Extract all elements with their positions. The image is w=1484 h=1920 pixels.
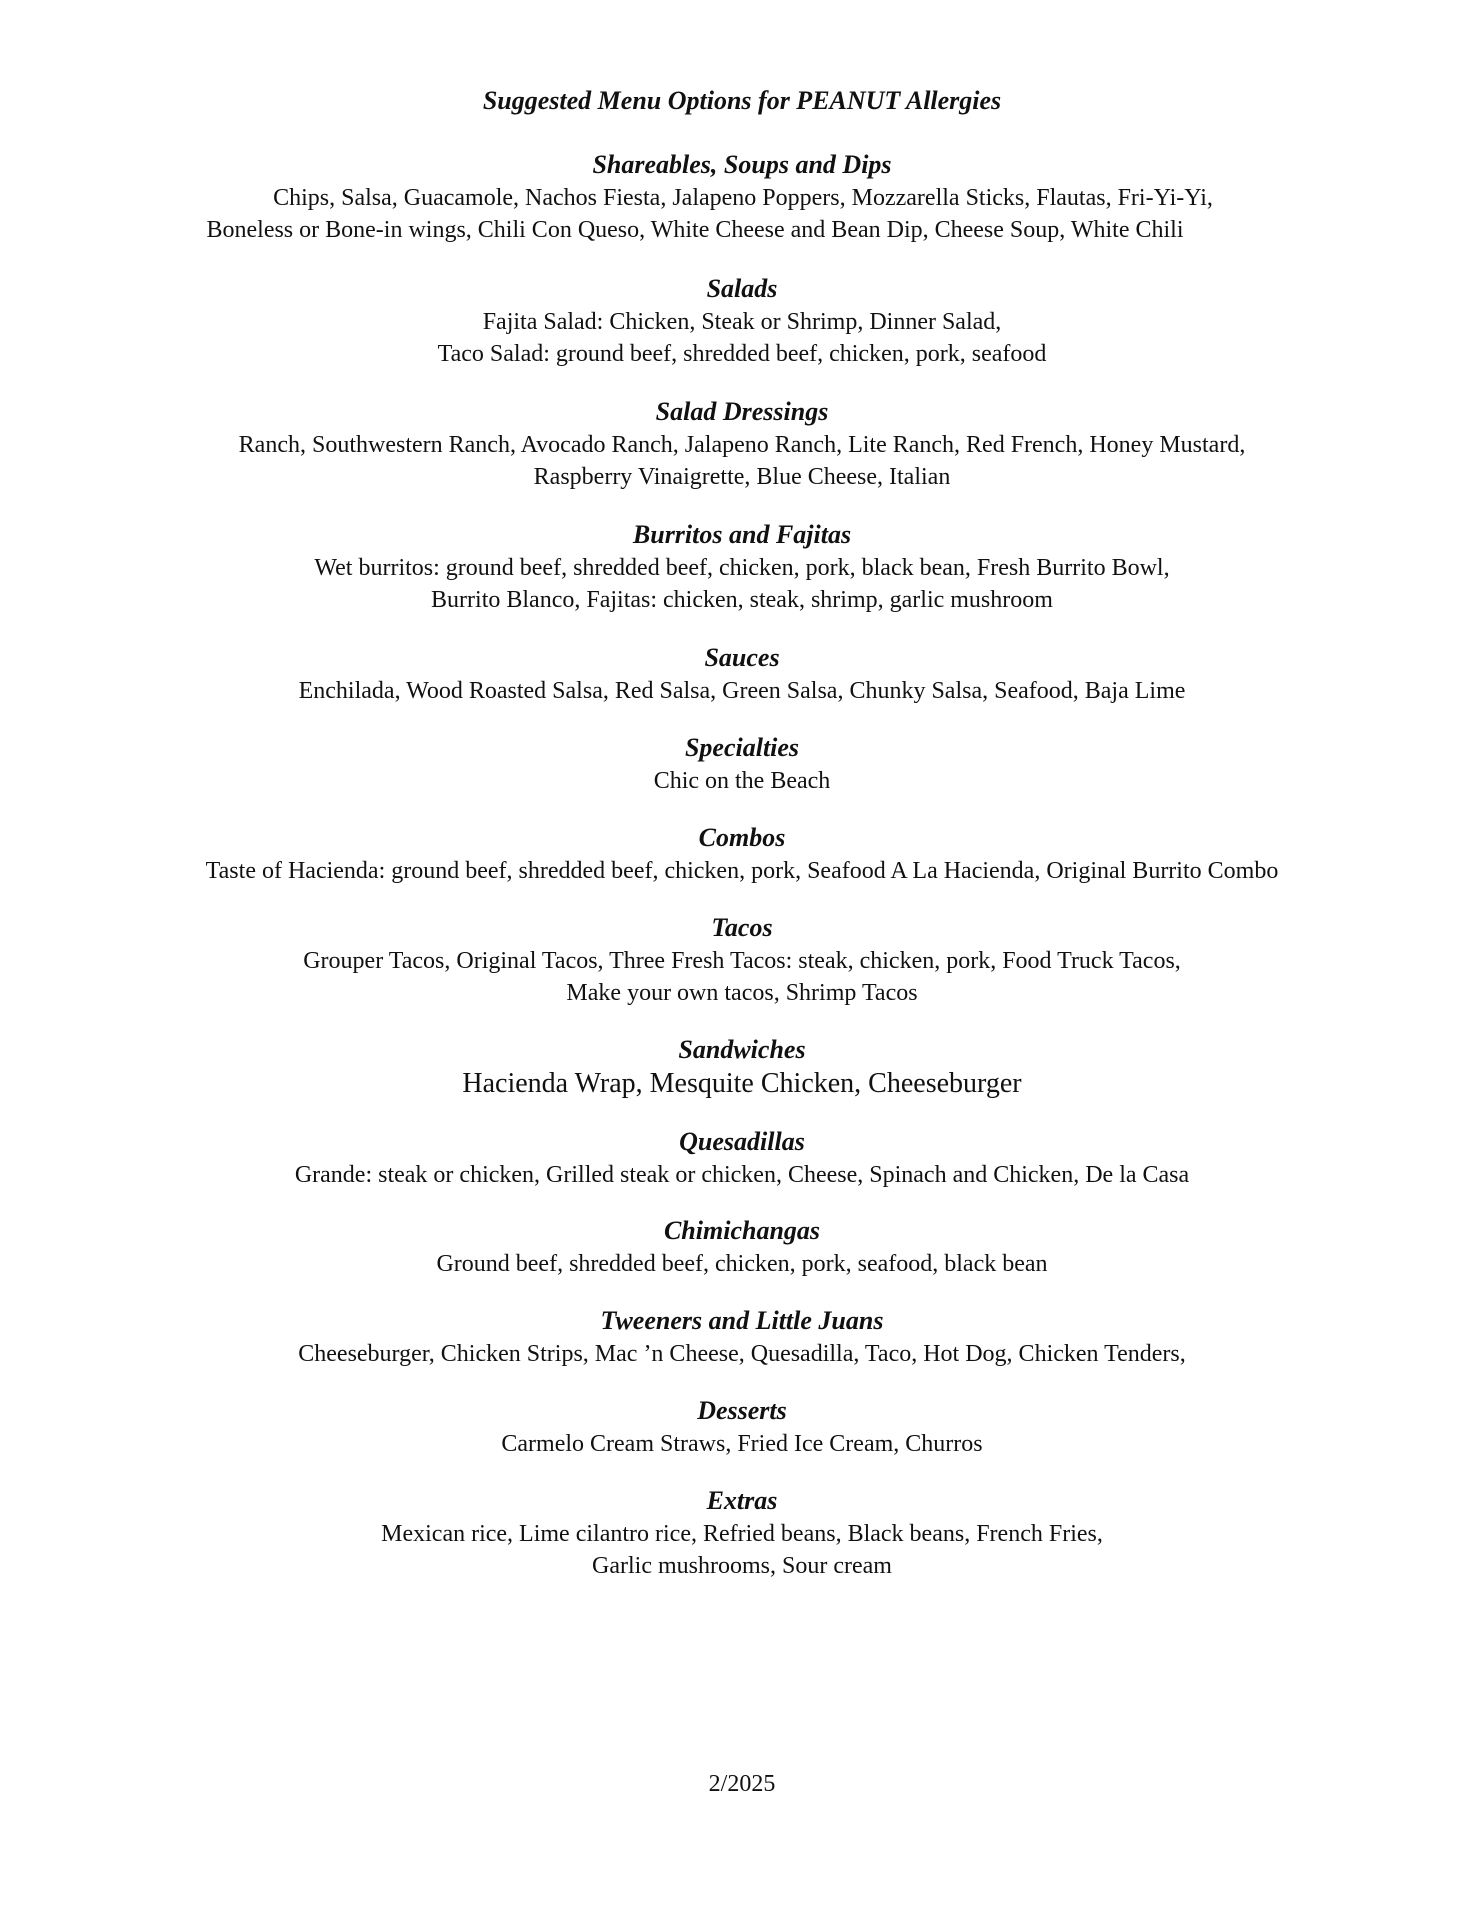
section-heading: Desserts	[697, 1396, 787, 1425]
section-line: Grande: steak or chicken, Grilled steak or chicken, Cheese, Spinach and Chicken, De la Casa	[294, 1162, 1190, 1188]
section-specialties	[0, 731, 1484, 797]
section-heading: Tweeners and Little Juans	[600, 1306, 884, 1335]
section-quesadillas	[0, 1125, 1484, 1191]
section-line: Ground beef, shredded beef, chicken, pork, seafood, black bean	[436, 1251, 1048, 1277]
section-line: Raspberry Vinaigrette, Blue Cheese, Italian	[533, 464, 951, 490]
section-line: Garlic mushrooms, Sour cream	[592, 1553, 892, 1579]
section-line: Taste of Hacienda: ground beef, shredded beef, chicken, pork, Seafood A La Hacienda, Original Burrito Combo	[205, 858, 1279, 884]
section-heading: Salads	[706, 274, 778, 303]
section-heading: Specialties	[684, 733, 800, 762]
section-line: Boneless or Bone-in wings, Chili Con Queso, White Cheese and Bean Dip, Cheese Soup, White Chili	[206, 217, 1184, 243]
section-heading: Quesadillas	[679, 1127, 805, 1156]
section-sandwiches	[0, 1033, 1484, 1101]
section-chimichangas	[0, 1214, 1484, 1280]
section-heading: Shareables, Soups and Dips	[592, 150, 892, 179]
section-line: Mexican rice, Lime cilantro rice, Refried beans, Black beans, French Fries,	[381, 1521, 1103, 1547]
section-line: Make your own tacos, Shrimp Tacos	[566, 980, 918, 1006]
section-heading: Sandwiches	[678, 1035, 806, 1064]
section-tacos	[0, 911, 1484, 1009]
section-line: Fajita Salad: Chicken, Steak or Shrimp, Dinner Salad,	[482, 309, 1002, 335]
section-heading: Extras	[706, 1486, 778, 1515]
section-line: Enchilada, Wood Roasted Salsa, Red Salsa, Green Salsa, Chunky Salsa, Seafood, Baja Lime	[298, 678, 1186, 704]
section-line: Ranch, Southwestern Ranch, Avocado Ranch, Jalapeno Ranch, Lite Ranch, Red French, Honey Mustard,	[238, 432, 1246, 458]
page-title: Suggested Menu Options for PEANUT Allergies	[482, 86, 1002, 115]
section-line: Grouper Tacos, Original Tacos, Three Fresh Tacos: steak, chicken, pork, Food Truck Tacos,	[303, 948, 1181, 974]
section-heading: Combos	[698, 823, 786, 852]
section-line: Wet burritos: ground beef, shredded beef, chicken, pork, black bean, Fresh Burrito Bowl,	[314, 555, 1170, 581]
section-extras	[0, 1484, 1484, 1582]
section-heading: Sauces	[704, 643, 780, 672]
section-tweeners	[0, 1304, 1484, 1370]
section-sauces	[0, 641, 1484, 707]
section-shareables	[0, 148, 1484, 246]
section-line: Hacienda Wrap, Mesquite Chicken, Cheeseburger	[462, 1068, 1022, 1099]
section-line: Burrito Blanco, Fajitas: chicken, steak, shrimp, garlic mushroom	[431, 587, 1053, 613]
section-heading: Salad Dressings	[655, 397, 829, 426]
section-burritos-fajitas	[0, 518, 1484, 616]
section-line: Cheeseburger, Chicken Strips, Mac ’n Cheese, Quesadilla, Taco, Hot Dog, Chicken Tenders,	[298, 1341, 1186, 1367]
page-date: 2/2025	[708, 1771, 776, 1797]
section-heading: Tacos	[711, 913, 773, 942]
section-desserts	[0, 1394, 1484, 1460]
section-heading: Burritos and Fajitas	[632, 520, 852, 549]
section-line: Chic on the Beach	[653, 768, 831, 794]
section-salad-dressings	[0, 395, 1484, 493]
section-combos	[0, 821, 1484, 887]
section-heading: Chimichangas	[663, 1216, 821, 1245]
section-line: Taco Salad: ground beef, shredded beef, chicken, pork, seafood	[437, 341, 1047, 367]
section-salads	[0, 272, 1484, 370]
section-line: Chips, Salsa, Guacamole, Nachos Fiesta, Jalapeno Poppers, Mozzarella Sticks, Flautas, Fri-Yi-Yi,	[273, 185, 1213, 211]
section-line: Carmelo Cream Straws, Fried Ice Cream, Churros	[501, 1431, 983, 1457]
